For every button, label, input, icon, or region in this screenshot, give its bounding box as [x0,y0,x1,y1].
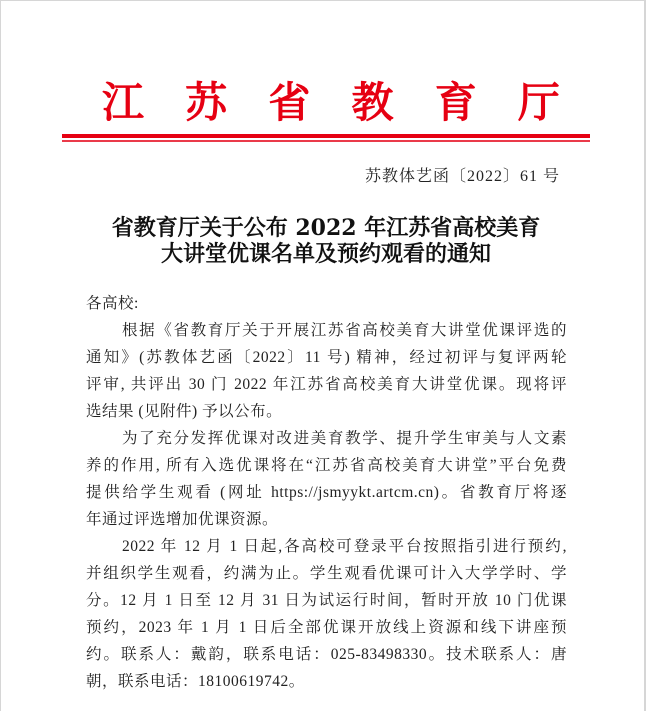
paragraph-line: 约。联系人：戴韵，联系电话：025-83498330。技术联系人：唐 [86,646,567,663]
paragraph-line: 2022 年 12 月 1 日起,各高校可登录平台按照指引进行预约, [122,538,567,555]
masthead-char: 育 [434,78,477,127]
paragraph [86,317,567,425]
paragraph-line: 选结果 (见附件) 予以公布。 [86,403,283,420]
masthead-char: 江 [101,78,144,127]
paragraph-line: 评审, 共评出 30 门 2022 年江苏省高校美育大讲堂优课。现将评 [86,376,567,393]
document-title [61,215,591,267]
masthead-char: 教 [351,78,394,127]
salutation: 各高校: [86,295,139,312]
paragraph-line: 朝，联系电话：18100619742。 [86,673,305,690]
paragraph-line: 分。12 月 1 日至 12 月 31 日为试运行时间，暂时开放 10 门优课 [86,592,567,609]
masthead-org-name [101,77,561,129]
paragraph-line: 为了充分发挥优课对改进美育教学、提升学生审美与人文素 [122,430,567,447]
masthead-rule-thick [62,134,590,138]
title-line: 省教育厅关于公布 2022 年江苏省高校美育 [111,215,541,241]
paragraph [86,533,567,695]
document-number: 苏教体艺函〔2022〕61 号 [364,168,560,185]
document-body [86,290,567,695]
paragraph-line: 年通过评选增加优课资源。 [86,511,279,528]
masthead-rule-thin [62,140,590,142]
paragraph [86,425,567,533]
masthead-char: 省 [268,78,311,127]
paragraph-line: 预约，2023 年 1 月 1 日后全部优课开放线上资源和线下讲座预 [86,619,567,636]
masthead-char: 厅 [517,78,560,127]
paragraph-line: 通知》(苏教体艺函〔2022〕11 号) 精神，经过初评与复评两轮 [86,349,567,366]
paragraph-line: 养的作用, 所有入选优课将在“江苏省高校美育大讲堂”平台免费 [86,457,567,474]
masthead-char: 苏 [185,78,228,127]
paragraph-line: 根据《省教育厅关于开展江苏省高校美育大讲堂优课评选的 [122,322,567,339]
paragraph-line: 并组织学生观看，约满为止。学生观看优课可计入大学学时、学 [86,565,567,582]
title-line: 大讲堂优课名单及预约观看的通知 [160,241,491,267]
paragraph-line: 提供给学生观看 (网址 https://jsmyykt.artcm.cn)。省教育厅将逐 [86,484,567,501]
